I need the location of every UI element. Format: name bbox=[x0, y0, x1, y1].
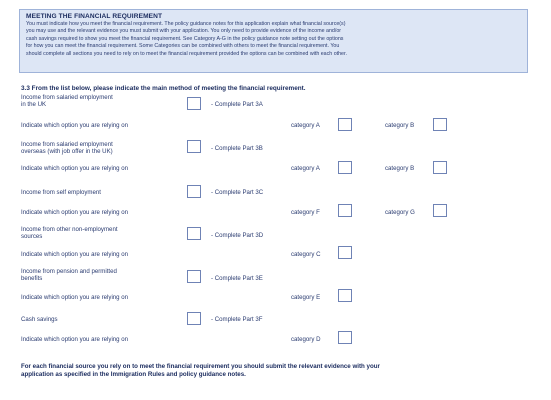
category-checkbox[interactable] bbox=[433, 204, 447, 217]
complete-part-label: - Complete Part 3E bbox=[211, 275, 263, 282]
info-line: for how you can meet the financial requirement. Some Categories can be combined with others to meet the financial requirement. You bbox=[26, 43, 340, 50]
evidence-footer-note: For each financial source you rely on to meet the financial requirement you should submit the relevant evidence with your application as specified in the Immigration Rules and policy guidance notes. bbox=[21, 363, 380, 379]
indicate-option-text: Indicate which option you are relying on bbox=[21, 336, 129, 343]
category-checkbox[interactable] bbox=[338, 118, 352, 131]
indicate-option-text: Indicate which option you are relying on bbox=[21, 209, 129, 216]
financial-requirement-info-box bbox=[19, 9, 528, 73]
source-checkbox-self-employment[interactable] bbox=[187, 185, 201, 198]
info-line: cash savings required to show you meet the financial requirement. See Category A-G in the policy guidance note setting out the options bbox=[26, 35, 344, 42]
info-line: should complete all sections you need to rely on to meet the financial requirement provided the options can be combined with each other. bbox=[26, 50, 347, 57]
source-label-overseas-salaried: Income from salaried employment overseas (with job offer in the UK) bbox=[21, 141, 113, 156]
category-label: category G bbox=[385, 209, 415, 216]
complete-part-label: - Complete Part 3F bbox=[211, 316, 263, 323]
category-checkbox[interactable] bbox=[338, 161, 352, 174]
source-label-self-employment: Income from self employment bbox=[21, 189, 101, 196]
indicate-option-text: Indicate which option you are relying on bbox=[21, 294, 129, 301]
indicate-option-text: Indicate which option you are relying on bbox=[21, 251, 129, 258]
source-checkbox-overseas-salaried[interactable] bbox=[187, 140, 201, 153]
info-line: you may use and the relevant evidence you must submit with your application. You only need to provide evidence of the income and/or bbox=[26, 28, 342, 35]
indicate-option-text: Indicate which option you are relying on bbox=[21, 165, 129, 172]
question-title: 3.3 From the list below, please indicate the main method of meeting the financial requirement. bbox=[21, 85, 306, 92]
source-checkbox-pension-benefits[interactable] bbox=[187, 270, 201, 283]
category-label: category B bbox=[385, 122, 415, 129]
category-checkbox[interactable] bbox=[338, 246, 352, 259]
info-body bbox=[26, 21, 521, 58]
complete-part-label: - Complete Part 3B bbox=[211, 145, 263, 152]
complete-part-label: - Complete Part 3D bbox=[211, 232, 264, 239]
info-title: MEETING THE FINANCIAL REQUIREMENT bbox=[26, 13, 163, 20]
category-checkbox[interactable] bbox=[433, 161, 447, 174]
category-label: category A bbox=[291, 165, 320, 172]
complete-part-label: - Complete Part 3A bbox=[211, 101, 263, 108]
source-label-cash-savings: Cash savings bbox=[21, 316, 58, 323]
category-label: category A bbox=[291, 122, 320, 129]
source-label-pension-benefits: Income from pension and permitted benefits bbox=[21, 268, 117, 283]
category-label: category C bbox=[291, 251, 321, 258]
source-checkbox-uk-salaried[interactable] bbox=[187, 97, 201, 110]
category-checkbox[interactable] bbox=[338, 331, 352, 344]
category-checkbox[interactable] bbox=[433, 118, 447, 131]
category-checkbox[interactable] bbox=[338, 289, 352, 302]
source-checkbox-non-employment[interactable] bbox=[187, 227, 201, 240]
category-label: category E bbox=[291, 294, 321, 301]
info-line: You must indicate how you meet the financial requirement. The policy guidance notes for this application explain what financial source(s) bbox=[26, 21, 346, 27]
category-label: category F bbox=[291, 209, 320, 216]
category-label: category B bbox=[385, 165, 415, 172]
source-checkbox-cash-savings[interactable] bbox=[187, 312, 201, 325]
complete-part-label: - Complete Part 3C bbox=[211, 189, 264, 196]
category-checkbox[interactable] bbox=[338, 204, 352, 217]
source-label-non-employment: Income from other non-employment sources bbox=[21, 226, 118, 241]
indicate-option-text: Indicate which option you are relying on bbox=[21, 122, 129, 129]
source-label-uk-salaried: Income from salaried employment in the UK bbox=[21, 94, 113, 109]
category-label: category D bbox=[291, 336, 321, 343]
